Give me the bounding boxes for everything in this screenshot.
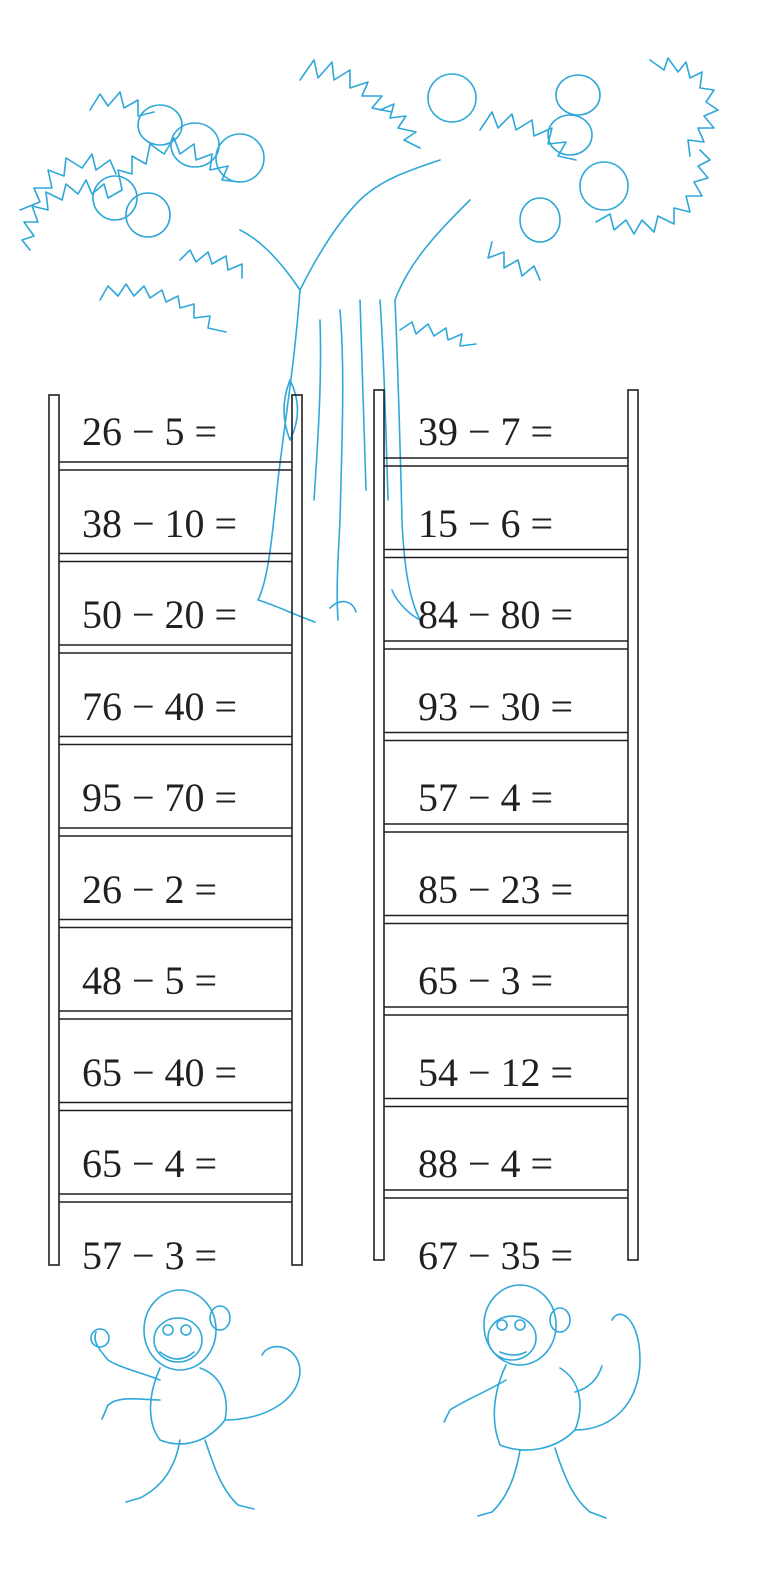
subtraction-problem: 88 − 4 = xyxy=(418,1141,554,1186)
subtraction-problem: 48 − 5 = xyxy=(82,958,218,1003)
subtraction-problem: 39 − 7 = xyxy=(418,409,554,454)
subtraction-problem: 65 − 40 = xyxy=(82,1049,238,1095)
subtraction-problem: 67 − 35 = xyxy=(418,1232,574,1278)
subtraction-problem: 15 − 6 = xyxy=(418,500,554,546)
subtraction-problem: 26 − 2 = xyxy=(82,866,218,912)
subtraction-problem: 57 − 3 = xyxy=(82,1232,218,1278)
subtraction-problem: 85 − 23 = xyxy=(418,866,574,912)
subtraction-problem: 57 − 4 = xyxy=(418,775,554,820)
subtraction-problem: 50 − 20 = xyxy=(82,592,238,637)
subtraction-problem: 38 − 10 = xyxy=(82,500,238,546)
subtraction-problem: 95 − 70 = xyxy=(82,775,238,820)
subtraction-problem: 54 − 12 = xyxy=(418,1049,574,1095)
subtraction-problem: 93 − 30 = xyxy=(418,683,574,729)
subtraction-problem: 65 − 3 = xyxy=(418,958,554,1003)
subtraction-problem: 84 − 80 = xyxy=(418,592,574,637)
subtraction-problem: 76 − 40 = xyxy=(82,683,238,729)
subtraction-problem: 26 − 5 = xyxy=(82,409,218,454)
subtraction-problem: 65 − 4 = xyxy=(82,1141,218,1186)
